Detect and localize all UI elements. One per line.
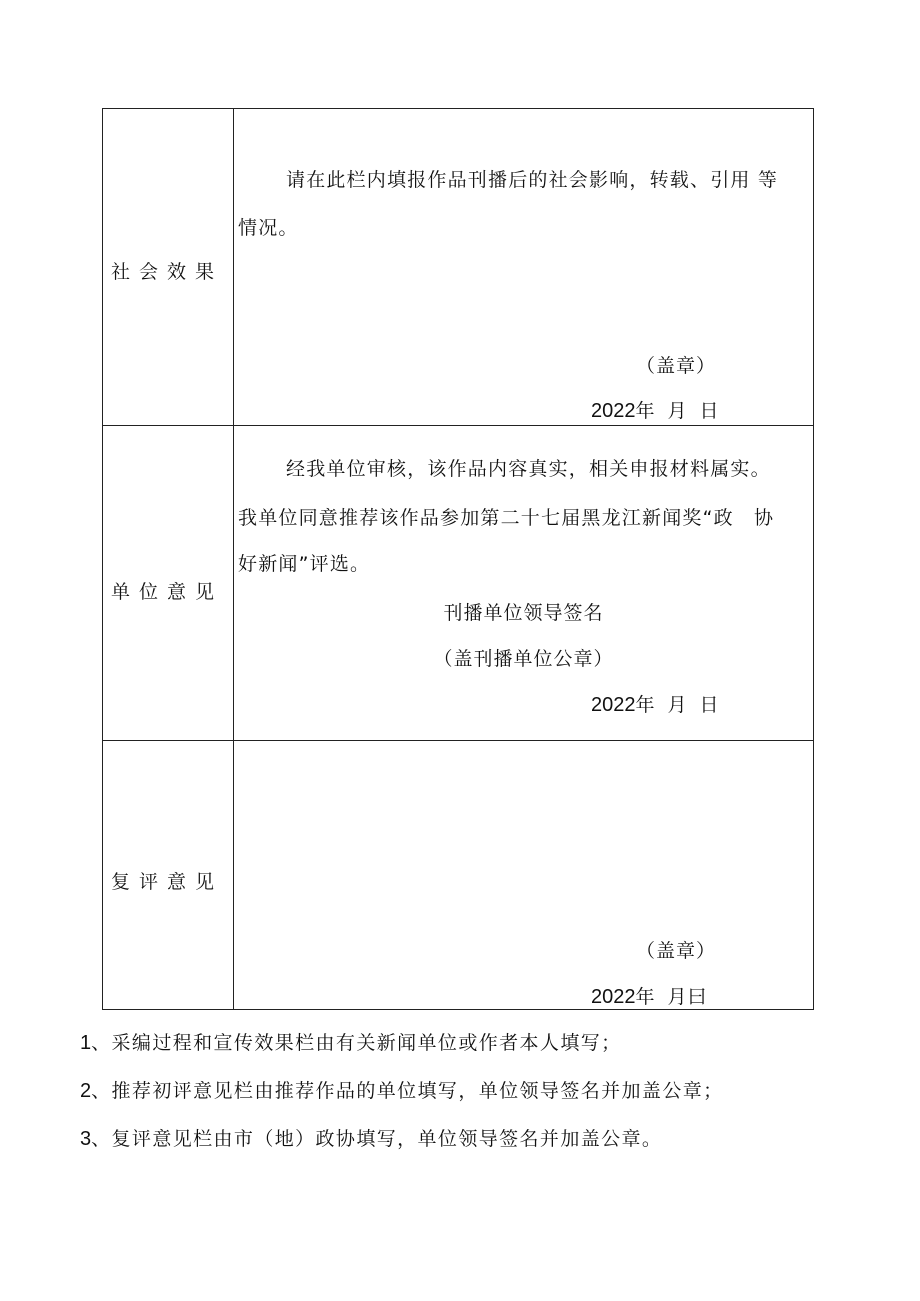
note-item-1 (80, 1030, 622, 1056)
note-item-3 (80, 1126, 662, 1152)
note-number-2: 2 (80, 1080, 92, 1102)
unit-opinion-date (591, 692, 720, 718)
social-effect-date-month: 月 (667, 400, 688, 422)
review-opinion-date (591, 984, 708, 1010)
social-effect-date-day: 日 (699, 400, 720, 422)
social-effect-instruction-line-1: 请在此栏内填报作品刊播后的社会影响，转载、引用 等 (286, 169, 779, 191)
review-opinion-date-year-unit: 年 (635, 986, 656, 1008)
unit-opinion-date-year: 2022 (591, 694, 636, 716)
unit-opinion-row (103, 425, 813, 740)
unit-leader-signature: 刊播单位领导签名 (443, 602, 604, 624)
review-opinion-label-cell (103, 741, 234, 1010)
review-opinion-date-month-day: 月曰 (667, 986, 708, 1008)
unit-opinion-date-year-unit: 年 (635, 694, 656, 716)
social-effect-date (591, 398, 720, 424)
review-opinion-row (103, 740, 813, 1010)
social-effect-instruction-line-2: 情况。 (238, 217, 299, 239)
unit-opinion-seal: （盖刊播单位公章） (433, 648, 614, 670)
unit-opinion-label: 单位意见 (111, 581, 224, 603)
unit-opinion-line-1: 经我单位审核，该作品内容真实，相关申报材料属实。 (286, 458, 771, 480)
social-effect-seal: （盖章） (636, 355, 717, 377)
note-text-2: 、推荐初评意见栏由推荐作品的单位填写，单位领导签名并加盖公章； (91, 1080, 724, 1102)
social-effect-content (234, 109, 813, 425)
note-text-3: 、复评意见栏由市（地）政协填写，单位领导签名并加盖公章。 (91, 1128, 663, 1150)
unit-opinion-line-3: 好新闻”评选。 (238, 553, 371, 575)
social-effect-label: 社会效果 (111, 261, 224, 283)
review-opinion-label: 复评意见 (111, 871, 224, 893)
unit-opinion-date-day: 日 (699, 694, 720, 716)
note-number-1: 1 (80, 1032, 92, 1054)
review-opinion-content (234, 741, 813, 1010)
unit-opinion-line-2: 我单位同意推荐该作品参加第二十七届黑龙江新闻奖“政 协 (238, 507, 775, 529)
social-effect-row (103, 109, 813, 425)
note-item-2 (80, 1078, 724, 1104)
social-effect-date-year: 2022 (591, 400, 636, 422)
unit-opinion-date-month: 月 (667, 694, 688, 716)
note-text-1: 、采编过程和宣传效果栏由有关新闻单位或作者本人填写； (91, 1032, 622, 1054)
unit-opinion-label-cell (103, 426, 234, 740)
social-effect-label-cell (103, 109, 234, 425)
review-opinion-seal: （盖章） (636, 940, 717, 962)
social-effect-date-year-unit: 年 (635, 400, 656, 422)
note-number-3: 3 (80, 1128, 92, 1150)
unit-opinion-content (234, 426, 813, 740)
review-form-table (102, 108, 814, 1010)
review-opinion-date-year: 2022 (591, 986, 636, 1008)
